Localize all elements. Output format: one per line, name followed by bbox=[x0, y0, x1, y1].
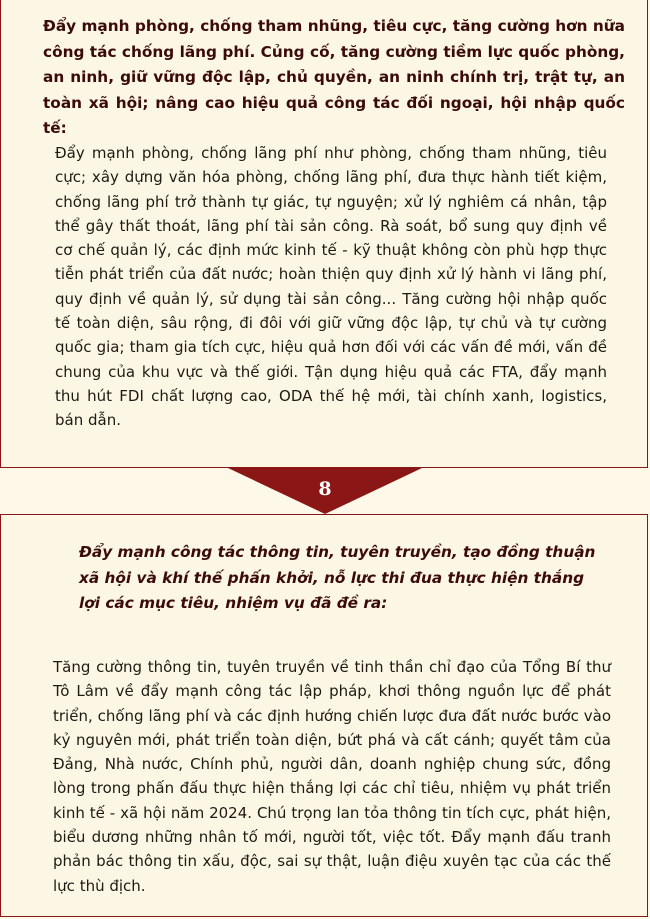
section-8-heading: Đẩy mạnh công tác thông tin, tuyên truyền, tạo đồng thuận xã hội và khí thế phấn khởi, nỗ lực thi đua thực hiện thắng lợi các mục tiêu, nhiệm vụ đã đề ra: bbox=[79, 543, 596, 612]
section-8-box bbox=[0, 514, 648, 917]
section-7-body: Đẩy mạnh phòng, chống lãng phí như phòng, chống tham nhũng, tiêu cực; xây dựng văn hóa phòng, chống lãng phí, đưa thực hành tiết kiệm, chống lãng phí trở thành tự giác, tự nguyện; xử lý nghiêm cá nhân, tập thể gây thất thoát, lãng phí tài sản công. Rà soát, bổ sung quy định về cơ chế quản lý, các định mức kinh tế - kỹ thuật không còn phù hợp thực tiễn phát triển của đất nước; hoàn thiện quy định xử lý hành vi lãng phí, quy định về quản lý, sử dụng tài sản công... Tăng cường hội nhập quốc tế toàn diện, sâu rộng, đi đôi với giữ vững độc lập, tự chủ và tự cường quốc gia; tham gia tích cực, hiệu quả hơn đối với các vấn đề mới, vấn đề chung của khu vực và thế giới. Tận dụng hiệu quả các FTA, đẩy mạnh thu hút FDI chất lượng cao, ODA thế hệ mới, tài chính xanh, logistics, bán dẫn. bbox=[55, 144, 607, 430]
section-number: 8 bbox=[318, 478, 332, 500]
section-8-body: Tăng cường thông tin, tuyên truyền về tinh thần chỉ đạo của Tổng Bí thư Tô Lâm về đẩy mạnh công tác lập pháp, khơi thông nguồn lực để phát triển, chống lãng phí và các định hướng chiến lược đưa đất nước bước vào kỷ nguyên mới, phát triển toàn diện, bứt phá và cất cánh; quyết tâm của Đảng, Nhà nước, Chính phủ, người dân, doanh nghiệp chung sức, đồng lòng trong phấn đấu thực hiện thắng lợi các chỉ tiêu, nhiệm vụ phát triển kinh tế - xã hội năm 2024. Chú trọng lan tỏa thông tin tích cực, phát hiện, biểu dương những nhân tố mới, người tốt, việc tốt. Đẩy mạnh đấu tranh phản bác thông tin xấu, độc, sai sự thật, luận điệu xuyên tạc của các thế lực thù địch. bbox=[53, 658, 611, 895]
section-7-heading: Đẩy mạnh phòng, chống tham nhũng, tiêu cực, tăng cường hơn nữa công tác chống lãng phí. Củng cố, tăng cường tiềm lực quốc phòng, an ninh, giữ vững độc lập, chủ quyền, an ninh chính trị, trật tự, an toàn xã hội; nâng cao hiệu quả công tác đối ngoại, hội nhập quốc tế: bbox=[43, 17, 625, 137]
